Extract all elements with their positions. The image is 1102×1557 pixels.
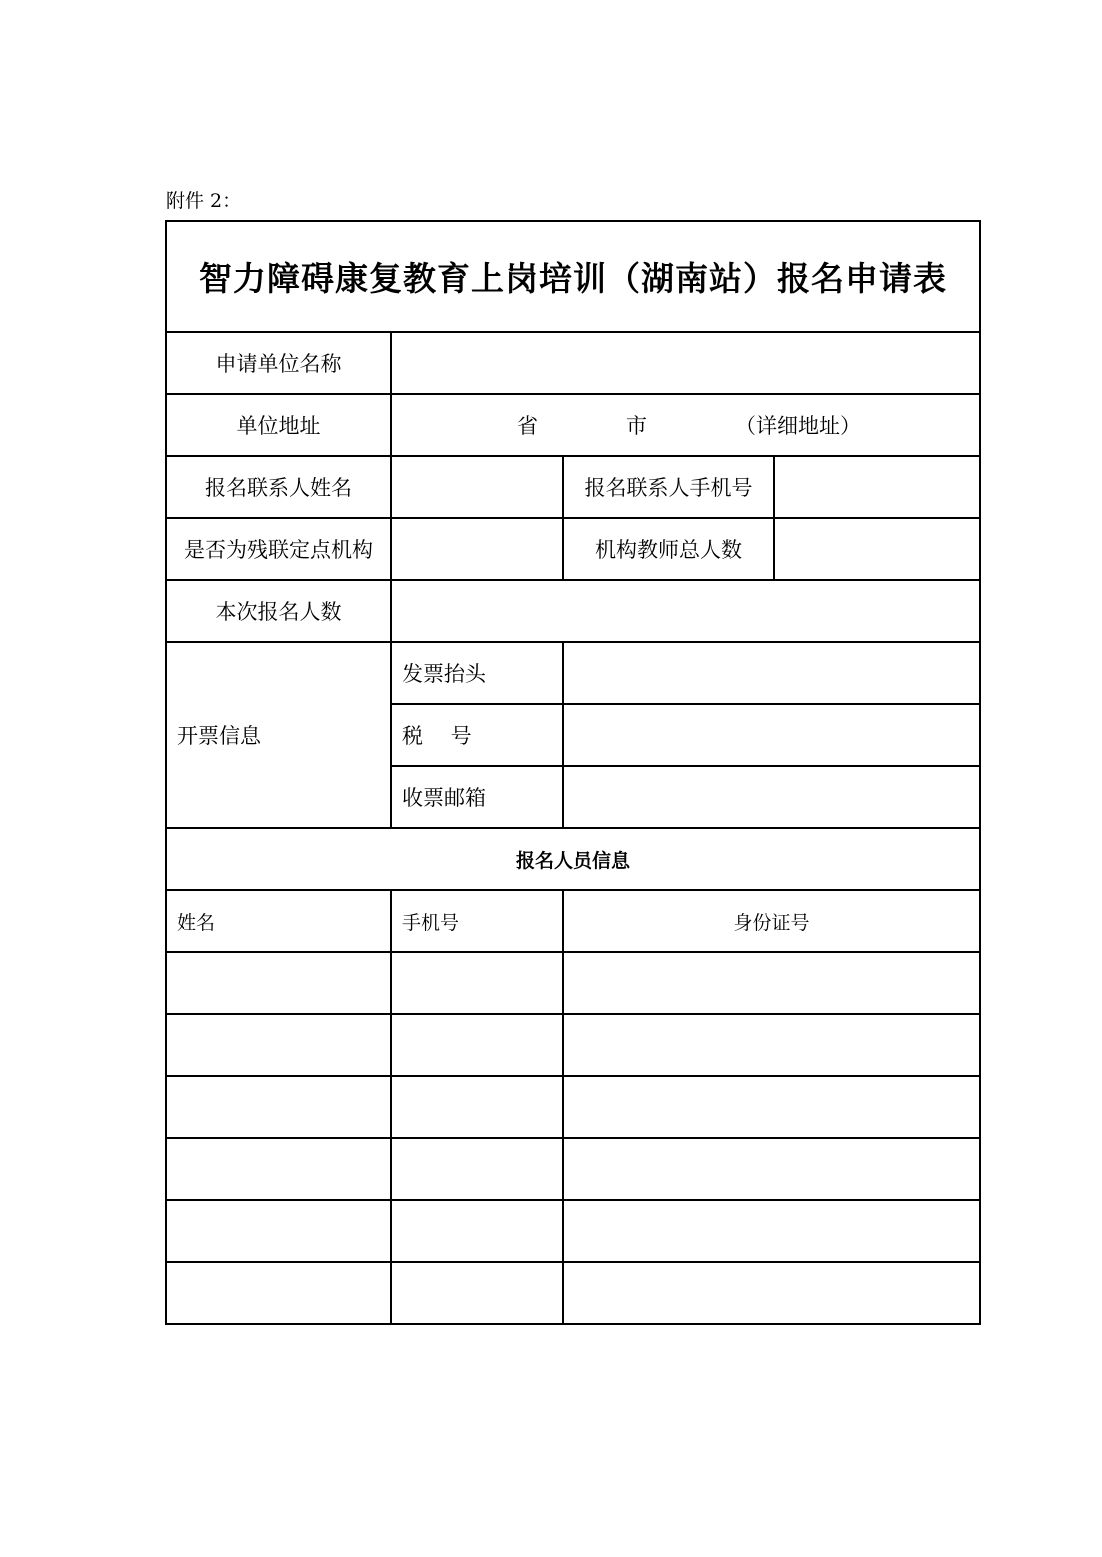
contact-name-value[interactable] bbox=[391, 456, 563, 518]
table-row bbox=[166, 1076, 980, 1138]
registrant-phone-cell[interactable] bbox=[391, 1014, 563, 1076]
address-city-label: 市 bbox=[626, 414, 647, 438]
teacher-count-value[interactable] bbox=[774, 518, 980, 580]
is-designated-label: 是否为残联定点机构 bbox=[166, 518, 391, 580]
registrant-id-cell[interactable] bbox=[563, 1076, 980, 1138]
is-designated-value[interactable] bbox=[391, 518, 563, 580]
registrant-count-label: 本次报名人数 bbox=[166, 580, 391, 642]
registration-form-table bbox=[165, 220, 981, 1325]
invoice-title-label: 发票抬头 bbox=[391, 642, 563, 704]
registrant-id-cell[interactable] bbox=[563, 1200, 980, 1262]
table-row bbox=[166, 1138, 980, 1200]
unit-address-label: 单位地址 bbox=[166, 394, 391, 456]
form-title: 智力障碍康复教育上岗培训（湖南站）报名申请表 bbox=[166, 221, 980, 332]
attachment-label: 附件 2： bbox=[166, 190, 242, 212]
address-detail-label: （详细地址） bbox=[735, 414, 861, 438]
registrant-phone-cell[interactable] bbox=[391, 1076, 563, 1138]
table-row bbox=[166, 1200, 980, 1262]
registrant-name-cell[interactable] bbox=[166, 1138, 391, 1200]
applicant-unit-name-value[interactable] bbox=[391, 332, 980, 394]
registrants-section-label: 报名人员信息 bbox=[166, 828, 980, 890]
unit-address-value[interactable] bbox=[391, 394, 980, 456]
table-row bbox=[166, 1262, 980, 1324]
registrant-name-cell[interactable] bbox=[166, 952, 391, 1014]
registrant-id-cell[interactable] bbox=[563, 952, 980, 1014]
contact-name-label: 报名联系人姓名 bbox=[166, 456, 391, 518]
table-row bbox=[166, 1014, 980, 1076]
registrant-id-cell[interactable] bbox=[563, 1138, 980, 1200]
applicant-unit-name-label: 申请单位名称 bbox=[166, 332, 391, 394]
invoice-title-value[interactable] bbox=[563, 642, 980, 704]
registrant-count-value[interactable] bbox=[391, 580, 980, 642]
registrant-name-cell[interactable] bbox=[166, 1076, 391, 1138]
contact-phone-label: 报名联系人手机号 bbox=[563, 456, 774, 518]
contact-phone-value[interactable] bbox=[774, 456, 980, 518]
table-row bbox=[166, 952, 980, 1014]
invoice-email-label: 收票邮箱 bbox=[391, 766, 563, 828]
header-phone: 手机号 bbox=[391, 890, 563, 952]
registrant-id-cell[interactable] bbox=[563, 1262, 980, 1324]
header-id-number: 身份证号 bbox=[563, 890, 980, 952]
registrant-name-cell[interactable] bbox=[166, 1200, 391, 1262]
registrant-phone-cell[interactable] bbox=[391, 1262, 563, 1324]
registrant-name-cell[interactable] bbox=[166, 1262, 391, 1324]
registrant-id-cell[interactable] bbox=[563, 1014, 980, 1076]
registrant-phone-cell[interactable] bbox=[391, 1200, 563, 1262]
address-province-label: 省 bbox=[517, 414, 538, 438]
registrant-name-cell[interactable] bbox=[166, 1014, 391, 1076]
registrant-phone-cell[interactable] bbox=[391, 1138, 563, 1200]
registrant-phone-cell[interactable] bbox=[391, 952, 563, 1014]
tax-number-value[interactable] bbox=[563, 704, 980, 766]
invoice-info-label: 开票信息 bbox=[166, 642, 391, 828]
invoice-email-value[interactable] bbox=[563, 766, 980, 828]
header-name: 姓名 bbox=[166, 890, 391, 952]
tax-number-label: 税 号 bbox=[391, 704, 563, 766]
teacher-count-label: 机构教师总人数 bbox=[563, 518, 774, 580]
